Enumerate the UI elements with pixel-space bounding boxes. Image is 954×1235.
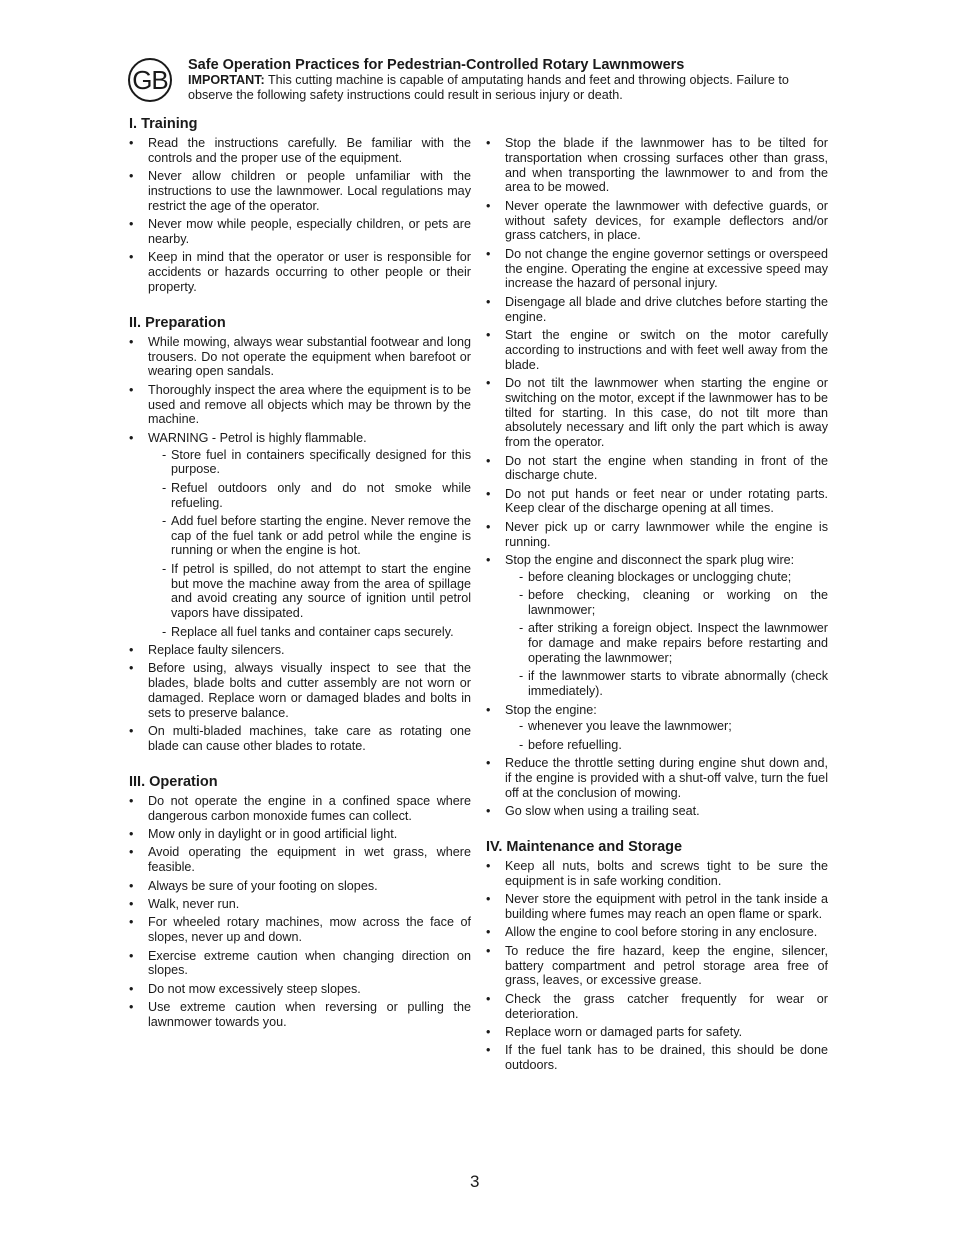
list-item: • Check the grass catcher frequently for wear or deterioration.: [486, 991, 828, 1021]
bullet-list: [486, 859, 828, 1073]
list-item: • Do not mow excessively steep slopes.: [129, 981, 361, 996]
list-item: • Replace faulty silencers.: [129, 643, 285, 658]
list-item: • Start the engine or switch on the motor carefully according to instructions and with feet well away from the blade.: [486, 327, 828, 372]
list-item: • Avoid operating the equipment in wet grass, where feasible.: [129, 845, 471, 875]
sub-list: [148, 448, 471, 640]
section-heading: III. Operation: [129, 773, 218, 790]
bullet-list: [129, 335, 471, 754]
list-item: • Reduce the throttle setting during engine shut down and, if the engine is provided with a shut-off valve, turn the fuel off at the conclusion of mowing.: [486, 756, 828, 800]
sub-item: - Add fuel before starting the engine. Never remove the cap of the fuel tank or add petrol while the engine is running or when the engine is hot.: [162, 513, 471, 558]
list-item: • To reduce the fire hazard, keep the engine, silencer, battery compartment and petrol storage area free of grass, leaves, or excessive grease.: [486, 943, 828, 988]
section-heading: IV. Maintenance and Storage: [486, 838, 683, 855]
bullet-list: [129, 794, 471, 1030]
important-text: This cutting machine is capable of amputating hands and feet and throwing objects. Failure to observe the following safety instructions could result in serious injury or death.: [188, 73, 789, 102]
sub-list: [505, 570, 828, 699]
list-item: • Mow only in daylight or in good artificial light.: [129, 827, 398, 841]
list-item: • Thoroughly inspect the area where the equipment is to be used and remove all objects which may be thrown by the machine.: [129, 382, 471, 427]
sub-item: - whenever you leave the lawnmower;: [519, 719, 732, 734]
list-item: • Never pick up or carry lawnmower while the engine is running.: [486, 519, 828, 549]
list-item: • Never allow children or people unfamiliar with the instructions to use the lawnmower. Local regulations may restrict the age of the operator.: [129, 169, 471, 213]
sub-item: - after striking a foreign object. Inspect the lawnmower for damage and make repairs before restarting and operating the lawnmower;: [519, 621, 828, 666]
page-title: Safe Operation Practices for Pedestrian-Controlled Rotary Lawnmowers: [188, 57, 685, 73]
list-item: • Do not put hands or feet near or under rotating parts. Keep clear of the discharge opening at all times.: [486, 486, 828, 516]
list-item: • If the fuel tank has to be drained, this should be done outdoors.: [486, 1043, 828, 1073]
list-item: • Replace worn or damaged parts for safety.: [486, 1024, 743, 1039]
list-item: • Use extreme caution when reversing or pulling the lawnmower towards you.: [129, 1000, 471, 1029]
list-item: • Allow the engine to cool before storing in any enclosure.: [486, 925, 818, 940]
list-item: • For wheeled rotary machines, mow across the face of slopes, never up and down.: [129, 915, 471, 945]
right-column: [486, 136, 828, 1093]
section-maintenance: [486, 839, 828, 1073]
list-item: • Keep all nuts, bolts and screws tight to be sure the equipment is in safe working condition.: [486, 858, 828, 888]
sub-item: - before refuelling.: [519, 737, 622, 752]
list-item: • Do not start the engine when standing in front of the discharge chute.: [486, 453, 828, 483]
list-item: • Walk, never run.: [129, 896, 240, 911]
language-badge: GB: [128, 58, 172, 102]
left-column: [129, 116, 471, 1050]
list-item: • While mowing, always wear substantial footwear and long trousers. Do not operate the equipment when barefoot or wearing open sandals.: [129, 334, 471, 379]
list-item: • Do not tilt the lawnmower when starting the engine or switching on the motor, except if the lawnmower has to be tilted for starting. In this case, do not tilt more than absolutely necessary and lift only the part which is away from the operator.: [486, 375, 828, 450]
list-item: • Disengage all blade and drive clutches before starting the engine.: [486, 294, 828, 324]
sub-item: - Refuel outdoors only and do not smoke while refueling.: [162, 480, 471, 510]
list-item: • Stop the blade if the lawnmower has to be tilted for transportation when crossing surfaces other than grass, and when transporting the lawnmower to and from the area to be mowed.: [486, 136, 828, 195]
list-item: • Never mow while people, especially children, or pets are nearby.: [129, 217, 471, 246]
list-item: • Stop the engine and disconnect the spark plug wire: - before cleaning blockages or unclogging chute; - before checking, cleaning or working on the lawnmower; - after striking a foreign object. Inspect the lawnmower for damage and make repairs before restarting and operating the lawnmower; - if the lawnmower starts to vibrate abnormally (check immediately).: [486, 553, 828, 699]
header-text: [188, 57, 828, 103]
section-training: [129, 116, 471, 295]
sub-item: - Store fuel in containers specifically designed for this purpose.: [162, 447, 471, 477]
important-notice: [188, 73, 828, 103]
sub-item: - Replace all fuel tanks and container caps securely.: [162, 624, 454, 639]
sub-item: - if the lawnmower starts to vibrate abnormally (check immediately).: [519, 669, 828, 699]
sub-item: - before checking, cleaning or working on the lawnmower;: [519, 588, 828, 618]
list-item: • Exercise extreme caution when changing direction on slopes.: [129, 948, 471, 978]
bullet-list: [129, 136, 471, 295]
sub-list: [505, 719, 828, 752]
page-number: 3: [470, 1172, 480, 1191]
section-heading: I. Training: [129, 116, 198, 132]
list-item: • Do not operate the engine in a confined space where dangerous carbon monoxide fumes can collect.: [129, 793, 471, 823]
section-operation: [129, 774, 471, 1030]
bullet-list: [486, 136, 828, 819]
section-heading: II. Preparation: [129, 314, 226, 331]
section-preparation: [129, 315, 471, 754]
list-item: • Always be sure of your footing on slopes.: [129, 878, 378, 893]
list-item: • On multi-bladed machines, take care as rotating one blade can cause other blades to rotate.: [129, 724, 471, 754]
list-item: • Go slow when using a trailing seat.: [486, 804, 700, 819]
list-item: • Never operate the lawnmower with defective guards, or without safety devices, for example deflectors and/or grass catchers, in place.: [486, 198, 828, 243]
list-item: • Stop the engine: - whenever you leave the lawnmower; - before refuelling.: [486, 703, 828, 753]
sub-item: - before cleaning blockages or unclogging chute;: [519, 569, 792, 584]
important-label: IMPORTANT:: [188, 73, 265, 87]
list-item: • WARNING - Petrol is highly flammable. - Store fuel in containers specifically designed for this purpose. - Refuel outdoors only and do not smoke while refueling. - Add fuel before starting the engine. Never remove the cap of the fuel tank or add petrol while the engine is running or when the engine is hot. - If petrol is spilled, do not attempt to start the engine but move the machine away from the area of spillage and avoid creating any source of ignition until petrol vapors have dissipated. - Replace all fuel tanks and container caps securely.: [129, 430, 471, 639]
list-item: • Before using, always visually inspect to see that the blades, blade bolts and cutter assembly are not worn or damaged. Replace worn or damaged blades and bolts in sets to preserve balance.: [129, 661, 471, 720]
sub-item: - If petrol is spilled, do not attempt to start the engine but move the machine away from the area of spillage and avoid creating any source of ignition until petrol vapors have dissipated.: [162, 561, 471, 621]
list-item: • Do not change the engine governor settings or overspeed the engine. Operating the engine at excessive speed may increase the hazard of personal injury.: [486, 246, 828, 291]
list-item: • Read the instructions carefully. Be familiar with the controls and the proper use of the equipment.: [129, 136, 471, 165]
list-item: • Keep in mind that the operator or user is responsible for accidents or hazards occurring to other people or their property.: [129, 250, 471, 294]
list-item: • Never store the equipment with petrol in the tank inside a building where fumes may reach an open flame or spark.: [486, 892, 828, 921]
section-operation-continued: [486, 136, 828, 819]
